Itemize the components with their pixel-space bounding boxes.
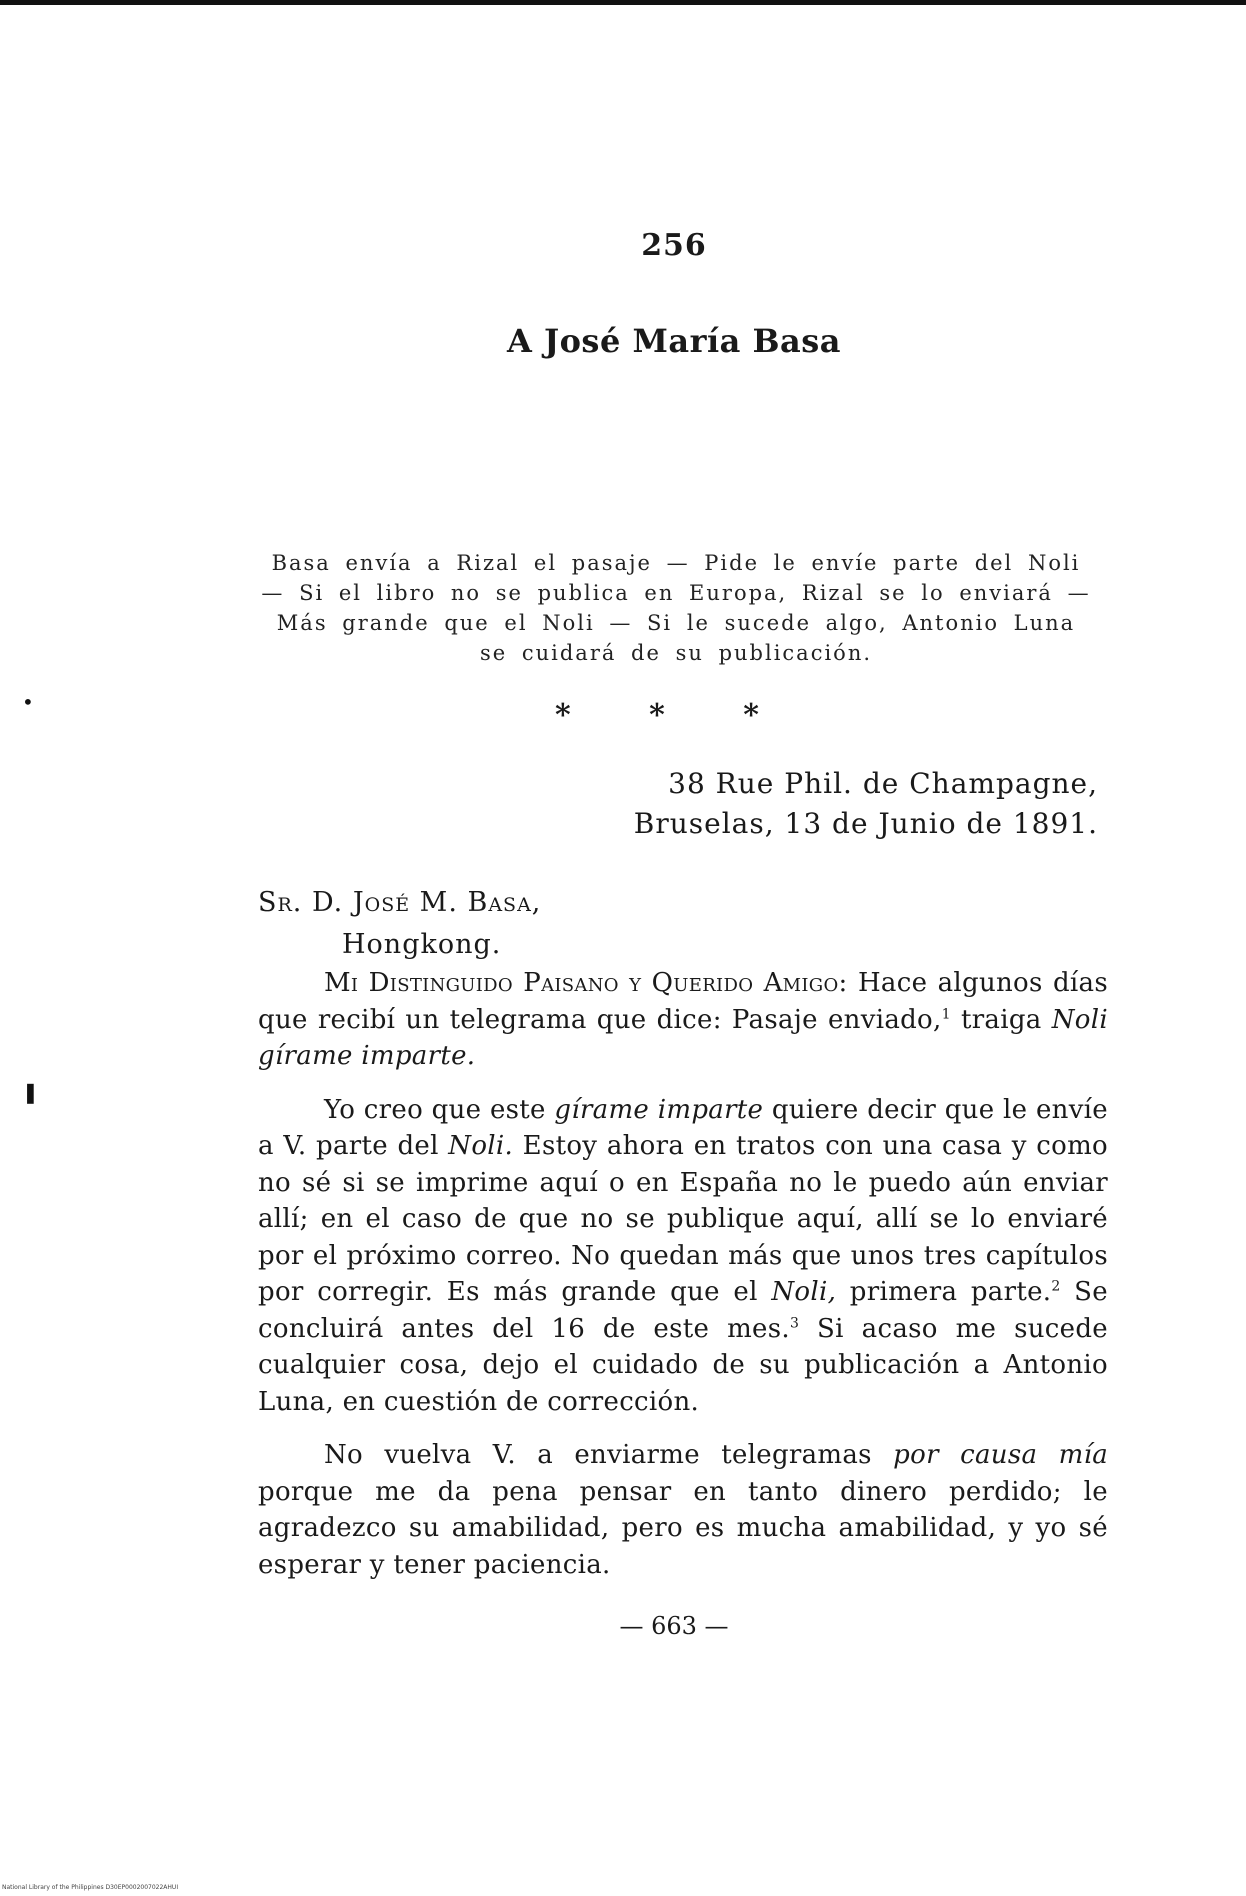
p2-noli: Noli.	[448, 1131, 514, 1161]
page-footer-number: — 663 —	[619, 1612, 729, 1640]
p2-text-a: Yo creo que este	[324, 1094, 546, 1125]
p2-text-c: quiere decir que le envíe a V. parte del	[258, 1094, 1108, 1161]
paragraph-3	[258, 1437, 1108, 1583]
top-border-rule	[0, 0, 1246, 5]
address-date: Bruselas, 13 de Junio de 1891.	[633, 807, 1098, 840]
section-separator: * * *	[555, 698, 793, 733]
p2-quote: gírame imparte	[554, 1094, 764, 1125]
sender-address	[538, 764, 1098, 844]
footnote-ref-2: 2	[1051, 1278, 1061, 1295]
paragraph-1	[258, 965, 1108, 1075]
recipient-block	[258, 882, 858, 966]
recipient-city: Hongkong.	[342, 929, 502, 960]
letter-body	[258, 965, 1108, 1600]
salutation: Mi Distinguido Paisano y Querido Amigo:	[324, 968, 848, 998]
recipient-name: Sr. D. José M. Basa,	[258, 887, 542, 918]
footnote-ref-3: 3	[789, 1314, 800, 1331]
p1-text: Hace algunos días que recibí un telegrama que dice: Pasaje enviado,	[258, 968, 1108, 1035]
paragraph-2	[258, 1092, 1108, 1421]
p2-text-i: Si acaso me sucede cualquier cosa, dejo el cuidado de su publicación a Antonio Luna, en cuestión de corrección.	[258, 1313, 1108, 1417]
footnote-ref-1: 1	[941, 1005, 951, 1022]
scan-speck: ❚	[22, 1080, 39, 1104]
p3-text-a: No vuelva V. a enviarme telegramas	[324, 1440, 872, 1470]
p2-text-e: Estoy ahora en tratos con una casa y como no sé si se imprime aquí o en España no le puedo aún enviar allí; en el caso de que no se publique aquí, allí se lo enviaré por el próximo correo. No quedan más que unos tres capítulos por corregir. Es más grande que el	[258, 1131, 1108, 1307]
p2-noli-2: Noli,	[771, 1277, 837, 1307]
p1-telegram-quote: Noli gírame imparte.	[258, 1004, 1108, 1071]
archive-stamp: National Library of the Philippines D30EP0002007022AHUI	[2, 1884, 179, 1891]
p3-emphasis: por causa mía	[893, 1440, 1108, 1470]
p2-text-g: primera parte.	[849, 1277, 1052, 1307]
letter-title: A José María Basa	[506, 322, 842, 360]
p3-text-c: porque me da pena pensar en tanto dinero perdido; le agradezco su amabilidad, pero es mucha amabilidad, y yo sé esperar y tener paciencia.	[258, 1476, 1108, 1580]
letter-summary: Basa envía a Rizal el pasaje — Pide le envíe parte del Noli — Si el libro no se publica en Europa, Rizal se lo enviará — Más grande que el Noli — Si le sucede algo, Antonio Luna se cuidará de su publicación.	[261, 551, 1091, 665]
p1-text-b: traiga	[960, 1004, 1042, 1035]
letter-number: 256	[641, 228, 707, 263]
p2-text-h: Se concluirá antes del 16 de este mes.	[258, 1277, 1108, 1344]
address-street: 38 Rue Phil. de Champagne,	[668, 767, 1098, 800]
scan-speck: •	[22, 690, 34, 714]
